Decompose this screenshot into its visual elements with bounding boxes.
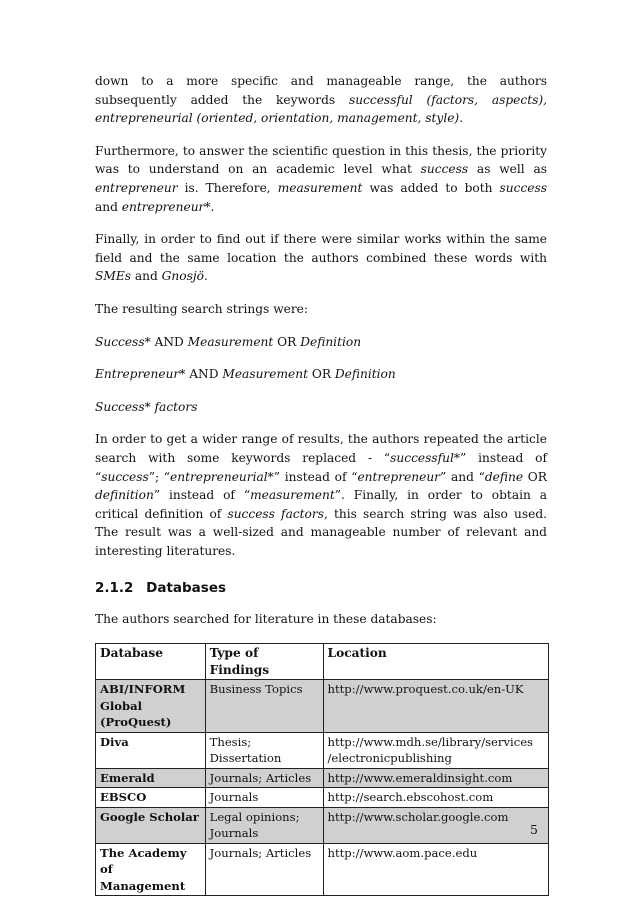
cell-location: http://search.ebscohost.com xyxy=(323,788,548,808)
text-run: success xyxy=(101,469,149,484)
text-run: entrepreneur* xyxy=(121,199,211,214)
text-run: define xyxy=(484,469,524,484)
text-run: was added to both xyxy=(362,180,500,195)
header-type: Type of Findings xyxy=(205,644,323,680)
text-run: entrepreneurial* xyxy=(170,469,274,484)
text-run: success factors xyxy=(227,506,324,521)
section-heading xyxy=(95,580,547,596)
text-run: Gnosjö xyxy=(161,269,204,284)
text-run: OR xyxy=(273,334,301,349)
text-run: SMEs xyxy=(95,269,131,284)
cell-location: http://www.emeraldinsight.com xyxy=(323,768,548,788)
text-run: OR xyxy=(307,367,335,382)
text-run: ”. Finally, in order to obtain a critical definition of xyxy=(95,488,547,521)
text-run: AND xyxy=(150,334,188,349)
table-row xyxy=(96,768,549,788)
cell-type: Journals; Articles xyxy=(205,768,323,788)
text-run: Definition xyxy=(334,367,396,382)
header-location: Location xyxy=(323,644,548,680)
paragraph-wider-range xyxy=(95,430,547,560)
cell-database: Emerald xyxy=(96,768,206,788)
table-row xyxy=(96,843,549,896)
table-row xyxy=(96,807,549,843)
text-run: ” instead of “ xyxy=(273,469,358,484)
search-string-3 xyxy=(95,398,547,417)
text-run: AND xyxy=(185,367,223,382)
text-run: definition xyxy=(95,488,154,503)
text-run: . xyxy=(459,111,464,126)
text-run: down to a more specific and manageable range, the authors subsequently added the keywords xyxy=(95,74,547,107)
document-page xyxy=(95,72,547,896)
cell-database: Google Scholar xyxy=(96,807,206,843)
text-run: is. Therefore, xyxy=(177,180,278,195)
text-run: The authors searched for literature in these databases: xyxy=(95,612,437,627)
paragraph-search-strings-intro xyxy=(95,300,547,319)
search-string-2 xyxy=(95,365,547,384)
table-header-row xyxy=(96,644,549,680)
text-run: Success* factors xyxy=(95,399,198,414)
text-run: The resulting search strings were: xyxy=(95,301,308,316)
text-run: OR xyxy=(523,469,547,484)
text-run: In order to get a wider range of results, the authors repeated the article search with some keywords replaced - “ xyxy=(95,432,547,465)
search-string-1 xyxy=(95,333,547,352)
text-run: Definition xyxy=(300,334,362,349)
table-row xyxy=(96,680,549,733)
text-run: success xyxy=(420,162,469,177)
text-run: ”; “ xyxy=(148,469,171,484)
text-run: success xyxy=(499,180,548,195)
databases-table xyxy=(95,643,549,896)
page-number: 5 xyxy=(530,822,538,837)
text-run: , this search string was also used. The result was a well-sized and manageable number of relevant and interesting literatures. xyxy=(95,506,547,558)
cell-type: Thesis; Dissertation xyxy=(205,732,323,768)
table-row xyxy=(96,788,549,808)
text-run: measurement xyxy=(277,180,363,195)
header-database: Database xyxy=(96,644,206,680)
text-run: Measurement xyxy=(187,334,274,349)
text-run: as well as xyxy=(468,162,548,177)
text-run: . xyxy=(203,269,208,284)
section-title: Databases xyxy=(146,580,227,597)
paragraph-databases-intro xyxy=(95,610,547,629)
text-run: Success* xyxy=(95,334,151,349)
text-run: successful (factors, aspects), entrepreneurial (oriented, orientation, management, style) xyxy=(95,92,547,126)
text-run: and xyxy=(95,199,122,214)
cell-type: Journals; Articles xyxy=(205,843,323,896)
paragraph-furthermore xyxy=(95,142,547,216)
table-row xyxy=(96,732,549,768)
text-run: entrepreneur xyxy=(357,469,441,484)
text-run: Furthermore, to answer the scientific question in this thesis, the priority was to understand on an academic level what xyxy=(95,143,547,177)
text-run: Finally, in order to find out if there were similar works within the same field and the same location the authors combined these words with xyxy=(95,232,547,265)
text-run: and xyxy=(130,269,162,284)
paragraph-finally xyxy=(95,230,547,286)
text-run: ” instead of “ xyxy=(153,488,251,503)
cell-database: EBSCO xyxy=(96,788,206,808)
cell-location: http://www.aom.pace.edu xyxy=(323,843,548,896)
section-number: 2.1.2 xyxy=(95,580,134,597)
text-run: successful* xyxy=(390,450,461,465)
cell-location: http://www.proquest.co.uk/en-UK xyxy=(323,680,548,733)
cell-database: Diva xyxy=(96,732,206,768)
text-run: entrepreneur xyxy=(95,180,178,195)
text-run: Entrepreneur* xyxy=(95,367,186,382)
text-run: . xyxy=(210,199,215,214)
cell-type: Business Topics xyxy=(205,680,323,733)
text-run: ” instead of “ xyxy=(95,450,547,484)
cell-database: The Academy of Management xyxy=(96,843,206,896)
cell-location: http://www.scholar.google.com xyxy=(323,807,548,843)
paragraph-keywords xyxy=(95,72,547,128)
text-run: Measurement xyxy=(222,367,308,382)
cell-database: ABI/INFORM Global (ProQuest) xyxy=(96,680,206,733)
cell-type: Legal opinions; Journals xyxy=(205,807,323,843)
cell-location: http://www.mdh.se/library/services /electronicpublishing xyxy=(323,732,548,768)
cell-type: Journals xyxy=(205,788,323,808)
text-run: ” and “ xyxy=(440,469,485,484)
table-body xyxy=(96,680,549,896)
text-run: measurement xyxy=(250,488,335,503)
